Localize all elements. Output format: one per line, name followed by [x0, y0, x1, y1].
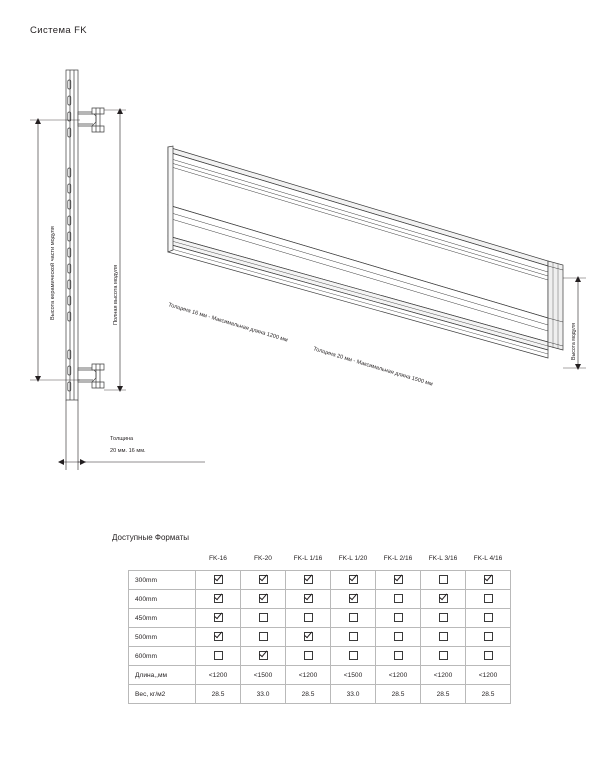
row-label: Вес, кг/м2: [129, 685, 196, 704]
value-cell: <1500: [241, 666, 286, 685]
checkbox-empty-icon[interactable]: [439, 632, 448, 641]
label-ceramic-height: Высота керамической части модуля: [50, 226, 56, 320]
checkbox-checked-icon[interactable]: [259, 594, 268, 603]
value-cell: <1200: [196, 666, 241, 685]
value-cell: 28.5: [376, 685, 421, 704]
checkbox-cell: [376, 571, 421, 590]
checkbox-empty-icon[interactable]: [349, 632, 358, 641]
checkbox-cell: [196, 609, 241, 628]
checkbox-cell: [421, 609, 466, 628]
checkbox-cell: [376, 609, 421, 628]
checkbox-cell: [421, 628, 466, 647]
value-cell: <1200: [376, 666, 421, 685]
checkbox-cell: [241, 609, 286, 628]
checkbox-checked-icon[interactable]: [439, 594, 448, 603]
panel-3d: [168, 146, 563, 358]
checkbox-cell: [196, 628, 241, 647]
value-cell: <1200: [421, 666, 466, 685]
checkbox-cell: [286, 628, 331, 647]
dimension-full-height: [104, 108, 126, 392]
label-full-height: Полная высота модуля: [113, 264, 119, 325]
checkbox-cell: [331, 590, 376, 609]
label-length-note-16: Толщина 16 мм - Максимальная длина 1200 мм: [167, 302, 289, 344]
checkbox-empty-icon[interactable]: [394, 632, 403, 641]
header-cell-3: FK-L 1/16: [293, 555, 323, 563]
checkbox-empty-icon[interactable]: [349, 613, 358, 622]
value-cell: 28.5: [421, 685, 466, 704]
checkbox-checked-icon[interactable]: [484, 575, 493, 584]
row-label: 450mm: [129, 609, 196, 628]
checkbox-cell: [286, 590, 331, 609]
table-header-row: [129, 548, 511, 571]
table-row: [129, 685, 511, 704]
checkbox-checked-icon[interactable]: [214, 613, 223, 622]
checkbox-cell: [331, 571, 376, 590]
formats-table: [128, 548, 511, 704]
checkbox-checked-icon[interactable]: [214, 632, 223, 641]
checkbox-empty-icon[interactable]: [484, 651, 493, 660]
header-cell-1: FK-16: [209, 555, 227, 563]
checkbox-empty-icon[interactable]: [394, 651, 403, 660]
checkbox-cell: [466, 628, 511, 647]
value-cell: <1200: [286, 666, 331, 685]
checkbox-checked-icon[interactable]: [349, 594, 358, 603]
checkbox-cell: [286, 571, 331, 590]
label-length-note-20: Толщина 20 мм - Максимальная длина 1500 мм: [312, 346, 434, 388]
checkbox-cell: [376, 647, 421, 666]
checkbox-checked-icon[interactable]: [304, 575, 313, 584]
page-title: Система FK: [30, 25, 88, 36]
upper-bracket: [78, 108, 104, 132]
value-cell: <1500: [331, 666, 376, 685]
checkbox-empty-icon[interactable]: [259, 613, 268, 622]
value-cell: 28.5: [196, 685, 241, 704]
checkbox-cell: [466, 571, 511, 590]
checkbox-empty-icon[interactable]: [214, 651, 223, 660]
table-row: [129, 666, 511, 685]
checkbox-cell: [421, 647, 466, 666]
table-row: [129, 609, 511, 628]
header-cell-4: FK-L 1/20: [338, 555, 368, 563]
checkbox-empty-icon[interactable]: [439, 575, 448, 584]
checkbox-cell: [196, 590, 241, 609]
checkbox-cell: [376, 628, 421, 647]
table-row: [129, 571, 511, 590]
checkbox-empty-icon[interactable]: [259, 632, 268, 641]
value-cell: <1200: [466, 666, 511, 685]
checkbox-cell: [241, 571, 286, 590]
checkbox-empty-icon[interactable]: [304, 613, 313, 622]
dimension-thickness: [58, 400, 205, 470]
checkbox-empty-icon[interactable]: [439, 651, 448, 660]
checkbox-cell: [466, 590, 511, 609]
header-cell-2: FK-20: [254, 555, 272, 563]
checkbox-cell: [466, 647, 511, 666]
checkbox-cell: [331, 628, 376, 647]
checkbox-checked-icon[interactable]: [304, 594, 313, 603]
row-label: 400mm: [129, 590, 196, 609]
checkbox-cell: [241, 647, 286, 666]
table-row: [129, 647, 511, 666]
table-caption: Доступные Форматы: [112, 533, 190, 542]
checkbox-empty-icon[interactable]: [439, 613, 448, 622]
row-label: Длина,,мм: [129, 666, 196, 685]
vertical-rail-profile: [66, 70, 78, 400]
value-cell: 28.5: [466, 685, 511, 704]
checkbox-checked-icon[interactable]: [259, 575, 268, 584]
checkbox-cell: [286, 609, 331, 628]
label-module-height: Высота модуля: [571, 323, 577, 360]
checkbox-cell: [241, 628, 286, 647]
table-row: [129, 590, 511, 609]
checkbox-empty-icon[interactable]: [349, 651, 358, 660]
checkbox-cell: [196, 571, 241, 590]
header-cell-0: [129, 548, 196, 571]
checkbox-checked-icon[interactable]: [214, 575, 223, 584]
row-label: 500mm: [129, 628, 196, 647]
checkbox-cell: [331, 609, 376, 628]
label-thickness-line1: Толщина: [110, 436, 134, 442]
header-cell-7: FK-L 4/16: [473, 555, 503, 563]
checkbox-empty-icon[interactable]: [394, 594, 403, 603]
checkbox-empty-icon[interactable]: [484, 632, 493, 641]
checkbox-empty-icon[interactable]: [484, 594, 493, 603]
label-thickness-line2: 20 мм. 16 мм.: [110, 448, 146, 454]
checkbox-empty-icon[interactable]: [484, 613, 493, 622]
value-cell: 33.0: [331, 685, 376, 704]
checkbox-cell: [376, 590, 421, 609]
checkbox-cell: [286, 647, 331, 666]
checkbox-checked-icon[interactable]: [304, 632, 313, 641]
checkbox-checked-icon[interactable]: [349, 575, 358, 584]
lower-bracket: [78, 364, 104, 388]
checkbox-checked-icon[interactable]: [394, 575, 403, 584]
checkbox-cell: [421, 571, 466, 590]
checkbox-empty-icon[interactable]: [304, 651, 313, 660]
checkbox-checked-icon[interactable]: [214, 594, 223, 603]
row-label: 300mm: [129, 571, 196, 590]
table-row: [129, 628, 511, 647]
diagram-svg: [0, 50, 600, 490]
value-cell: 28.5: [286, 685, 331, 704]
fk-system-diagram: [0, 50, 600, 490]
checkbox-empty-icon[interactable]: [394, 613, 403, 622]
checkbox-cell: [331, 647, 376, 666]
value-cell: 33.0: [241, 685, 286, 704]
checkbox-checked-icon[interactable]: [259, 651, 268, 660]
checkbox-cell: [466, 609, 511, 628]
checkbox-cell: [196, 647, 241, 666]
header-cell-6: FK-L 3/16: [428, 555, 458, 563]
formats-table-body: [129, 571, 511, 704]
checkbox-cell: [421, 590, 466, 609]
checkbox-cell: [241, 590, 286, 609]
row-label: 600mm: [129, 647, 196, 666]
header-cell-5: FK-L 2/16: [383, 555, 413, 563]
